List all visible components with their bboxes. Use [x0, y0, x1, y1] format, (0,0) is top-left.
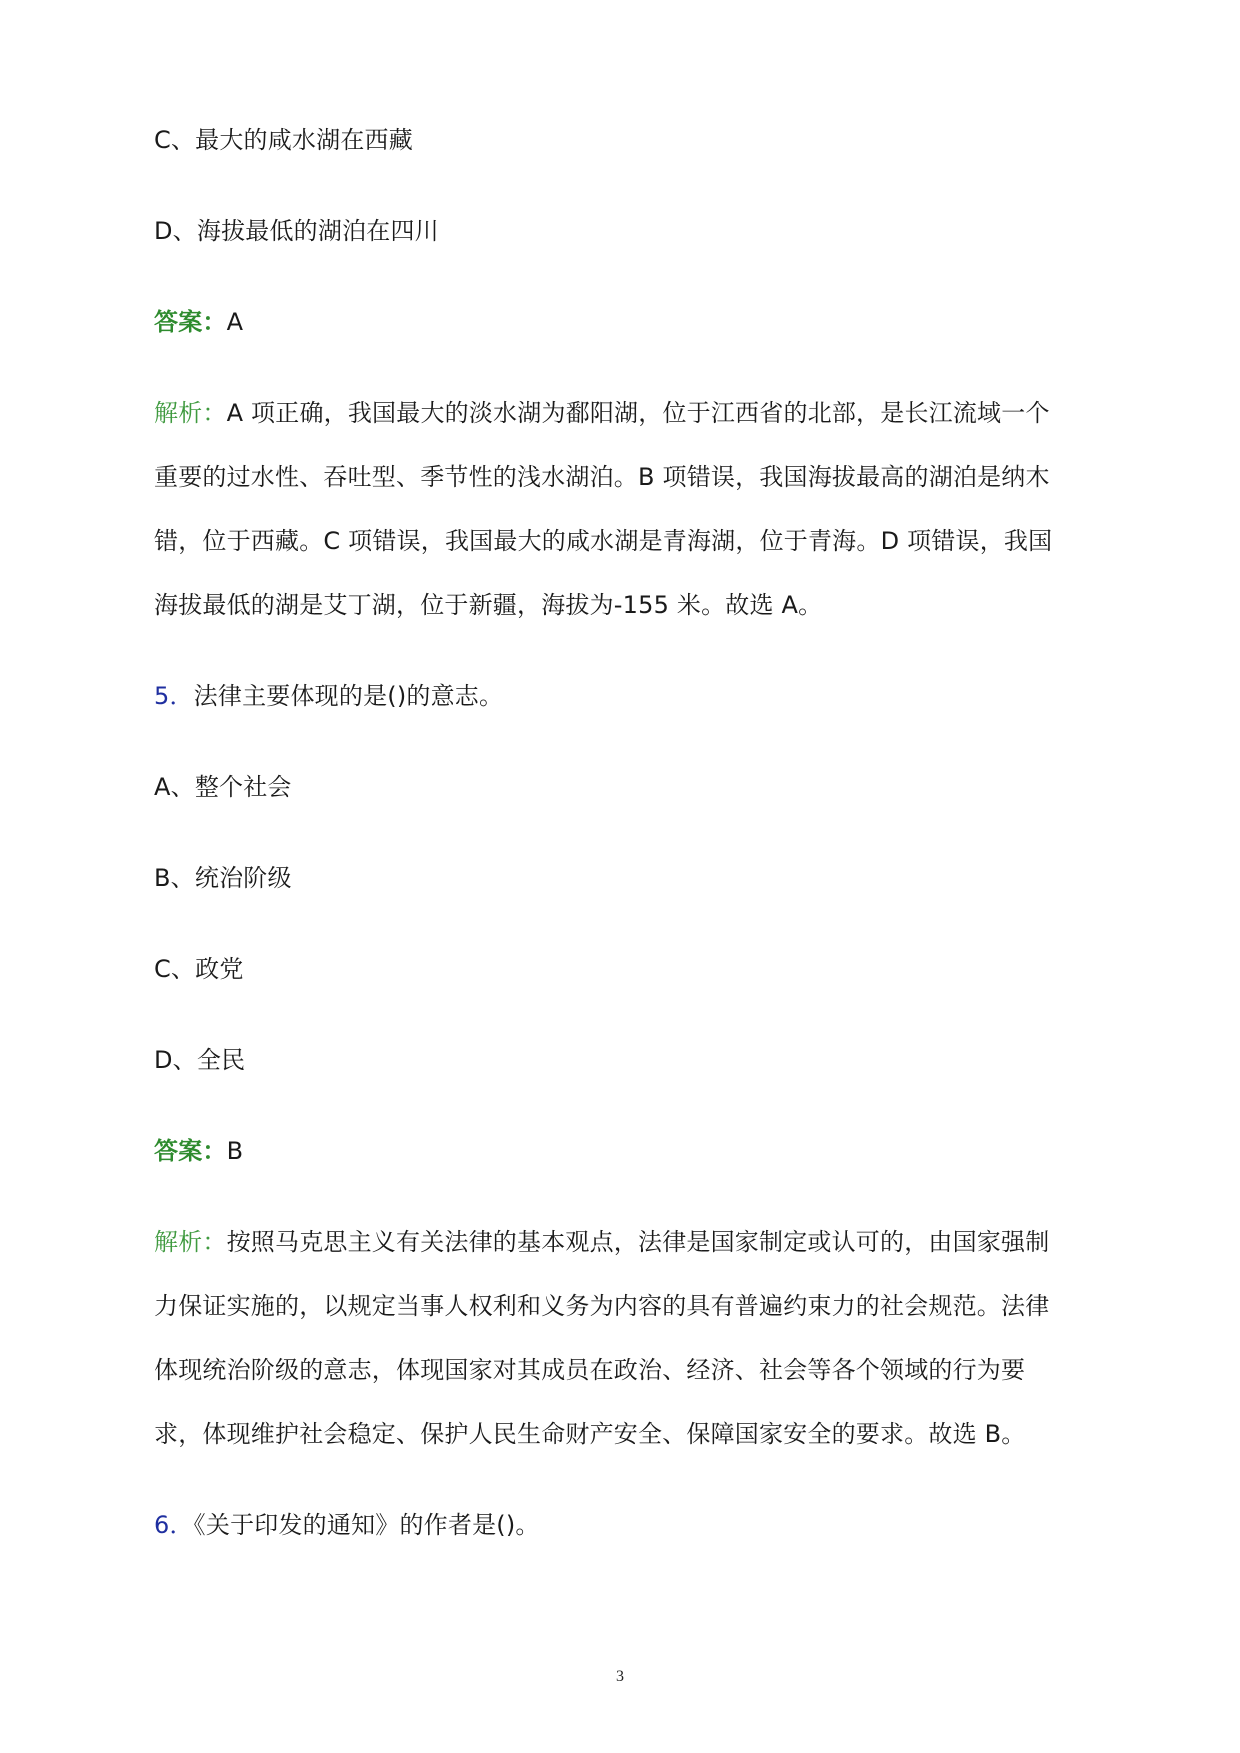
answer-label: 答案： — [154, 1137, 227, 1165]
q4-option-c: C、最大的咸水湖在西藏 — [154, 126, 413, 154]
q5-option-b: B、统治阶级 — [154, 864, 292, 892]
q4-explanation-line: 错，位于西藏。C 项错误，我国最大的咸水湖是青海湖，位于青海。D 项错误，我国 — [154, 527, 1053, 555]
q4-answer — [154, 306, 243, 338]
q4-option-d: D、海拔最低的湖泊在四川 — [154, 217, 439, 245]
q5-explanation-line: 求，体现维护社会稳定、保护人民生命财产安全、保障国家安全的要求。故选 B。 — [154, 1420, 1026, 1448]
answer-value: B — [226, 1137, 244, 1165]
q5-explanation-line: 体现统治阶级的意志，体现国家对其成员在政治、经济、社会等各个领域的行为要 — [154, 1356, 1026, 1384]
explanation-label: 解析： — [154, 1228, 227, 1256]
question-text: 《关于印发的通知》的作者是()。 — [193, 1511, 540, 1539]
q4-explanation-line: 海拔最低的湖是艾丁湖，位于新疆，海拔为-155 米。故选 A。 — [154, 591, 823, 619]
q5-answer — [154, 1135, 243, 1167]
question-text: 法律主要体现的是()的意志。 — [193, 682, 504, 710]
explanation-text: A 项正确，我国最大的淡水湖为鄱阳湖，位于江西省的北部，是长江流域一个 — [226, 399, 1050, 427]
page-number: 3 — [616, 1668, 624, 1685]
answer-value: A — [226, 308, 244, 336]
q5-option-c: C、政党 — [154, 955, 244, 983]
q4-explanation-line: 重要的过水性、吞吐型、季节性的浅水湖泊。B 项错误，我国海拔最高的湖泊是纳木 — [154, 463, 1050, 491]
q4-explanation-line — [154, 397, 1050, 429]
answer-label: 答案： — [154, 308, 227, 336]
q5-question — [154, 680, 503, 712]
q5-explanation-line: 力保证实施的，以规定当事人权利和义务为内容的具有普遍约束力的社会规范。法律 — [154, 1292, 1050, 1320]
question-number: 6． — [154, 1511, 194, 1539]
q5-option-a: A、整个社会 — [154, 773, 292, 801]
q6-question — [154, 1509, 540, 1541]
q5-explanation-line — [154, 1226, 1049, 1258]
question-number: 5． — [154, 682, 194, 710]
explanation-text: 按照马克思主义有关法律的基本观点，法律是国家制定或认可的，由国家强制 — [226, 1228, 1050, 1256]
explanation-label: 解析： — [154, 399, 227, 427]
q5-option-d: D、全民 — [154, 1046, 246, 1074]
